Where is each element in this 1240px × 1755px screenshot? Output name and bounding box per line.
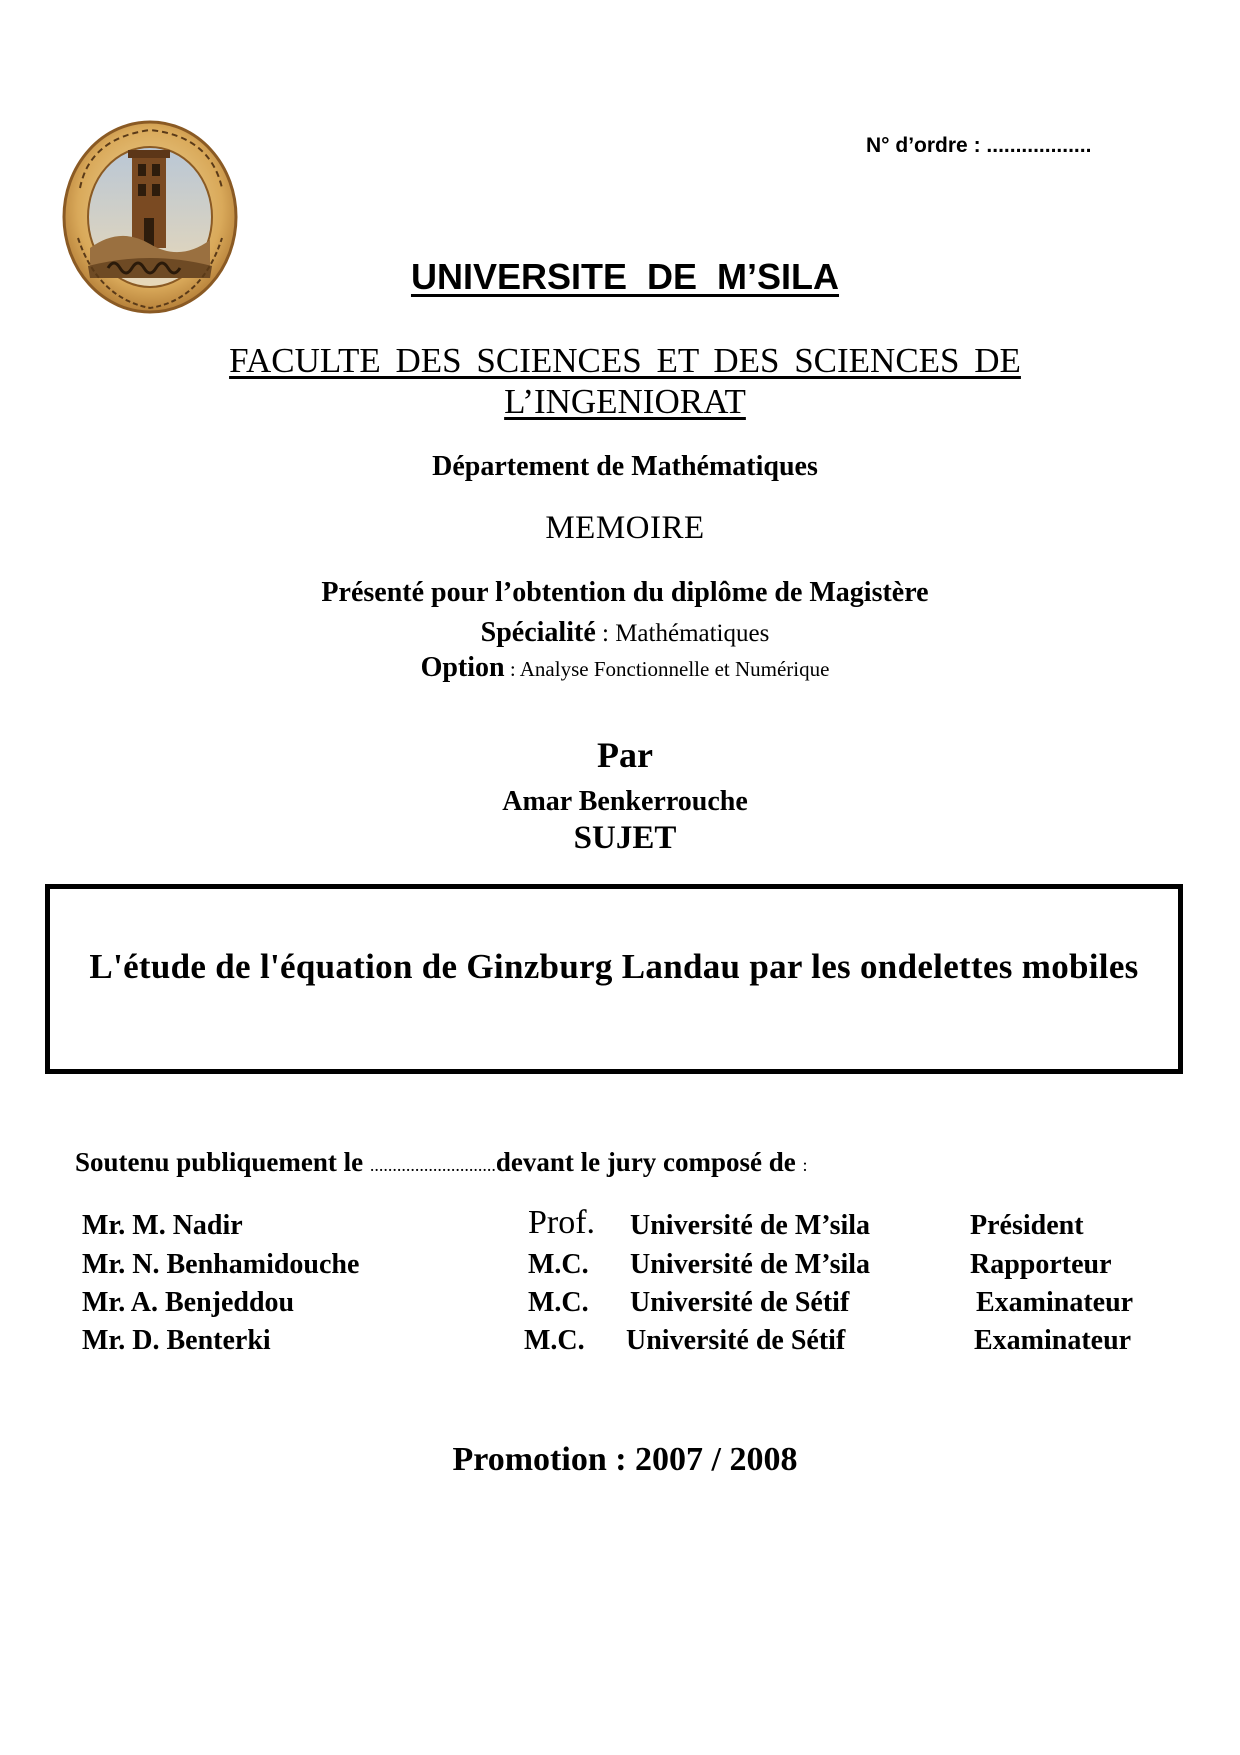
subject-title: L'étude de l'équation de Ginzburg Landau par les ondelettes mobiles [89, 947, 1139, 986]
faculty-title [0, 340, 1240, 422]
jury-member-title: M.C. [528, 1249, 589, 1280]
faculty-title-line2: L’INGENIORAT [504, 382, 746, 421]
author-name: Amar Benkerrouche [502, 786, 748, 817]
faculty-title-line1: FACULTE DES SCIENCES ET DES SCIENCES DE [229, 341, 1021, 380]
jury-member-name: Mr. M. Nadir [82, 1210, 243, 1241]
jury-member-role: Rapporteur [970, 1249, 1112, 1280]
par-label: Par [597, 735, 653, 775]
university-title [0, 256, 1240, 298]
university-title-text: UNIVERSITE DE M’SILA [410, 256, 840, 297]
speciality-value: : Mathématiques [595, 620, 770, 647]
diploma-statement: Présenté pour l’obtention du diplôme de Magistère [321, 577, 929, 608]
order-number-label: N° d’ordre : .................. [866, 134, 1092, 157]
jury-row [0, 1325, 1240, 1361]
jury-member-role: Président [970, 1210, 1084, 1241]
sujet-label: SUJET [573, 820, 677, 856]
speciality-line [0, 617, 1240, 649]
jury-member-role: Examinateur [976, 1287, 1134, 1318]
jury-member-university: Université de M’sila [630, 1249, 871, 1280]
jury-row [0, 1287, 1240, 1323]
jury-member-role: Examinateur [974, 1325, 1132, 1356]
jury-colon: : [802, 1155, 808, 1175]
option-label: Option [420, 652, 505, 683]
jury-member-university: Université de Sétif [630, 1287, 850, 1318]
jury-member-university: Université de M’sila [630, 1210, 871, 1241]
defense-date-dots: ............................ [369, 1155, 496, 1175]
jury-member-title: Prof. [528, 1204, 596, 1241]
option-line [0, 652, 1240, 684]
defense-label: Soutenu publiquement le [75, 1147, 370, 1177]
option-value: : Analyse Fonctionnelle et Numérique [504, 657, 830, 681]
speciality-label: Spécialité [480, 617, 596, 648]
jury-member-name: Mr. D. Benterki [82, 1325, 271, 1356]
jury-row [0, 1249, 1240, 1285]
jury-member-name: Mr. A. Benjeddou [82, 1287, 295, 1318]
jury-member-university: Université de Sétif [626, 1325, 846, 1356]
jury-member-title: M.C. [528, 1287, 589, 1318]
subject-box [45, 884, 1183, 1074]
document-type: MEMOIRE [545, 510, 705, 546]
jury-member-name: Mr. N. Benhamidouche [82, 1249, 360, 1280]
defense-line [75, 1147, 808, 1178]
department-name: Département de Mathématiques [432, 451, 818, 482]
jury-member-title: M.C. [524, 1325, 585, 1356]
jury-row [0, 1204, 1240, 1246]
jury-label: devant le jury composé de [495, 1147, 803, 1177]
promotion-year: Promotion : 2007 / 2008 [452, 1441, 798, 1478]
